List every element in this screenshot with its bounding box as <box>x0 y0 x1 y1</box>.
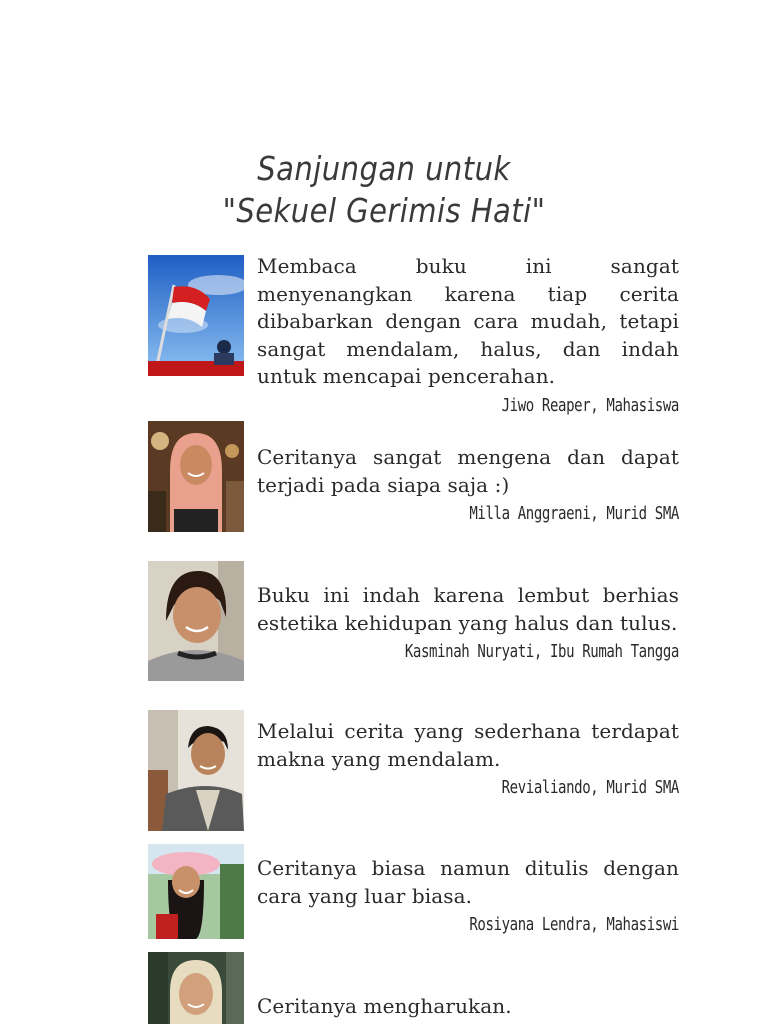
testimonial-author: Revialiando, Murid SMA <box>501 777 679 798</box>
testimonial-quote: Melalui cerita yang sederhana terdapat makna yang mendalam. <box>257 719 679 771</box>
testimonial-quote: Buku ini indah karena lembut berhias estetika kehidupan yang halus dan tulus. <box>257 583 679 635</box>
testimonial-quote: Ceritanya biasa namun ditulis dengan cara yang luar biasa. <box>257 856 679 908</box>
testimonial-author: Milla Anggraeni, Murid SMA <box>469 503 679 524</box>
testimonial-author: Jiwo Reaper, Mahasiswa <box>501 394 679 416</box>
testimonial-author: Rosiyana Lendra, Mahasiswi <box>469 914 679 935</box>
page-title <box>46 148 722 232</box>
reviewer-photo-woman <box>148 561 244 681</box>
reviewer-photo-hat-girl <box>148 844 244 939</box>
testimonial-quote: Ceritanya sangat mengena dan dapat terjadi pada siapa saja :) <box>257 445 679 497</box>
title-line-2: "Sekuel Gerimis Hati" <box>222 191 546 230</box>
testimonial-quote: Membaca buku ini sangat menyenangkan karena tiap cerita dibabarkan dengan cara mudah, tetapi sangat mendalam, halus, dan indah untuk mencapai pencerahan. <box>257 254 679 388</box>
reviewer-photo-flag <box>148 255 244 376</box>
testimonial-author: Kasminah Nuryati, Ibu Rumah Tangga <box>404 641 679 662</box>
reviewer-photo-hijab-cream <box>148 952 244 1024</box>
reviewer-photo-young-man <box>148 710 244 831</box>
reviewer-photo-hijab-pink <box>148 421 244 532</box>
testimonial-quote: Ceritanya mengharukan. <box>257 994 512 1018</box>
title-line-1: Sanjungan untuk <box>257 149 511 188</box>
